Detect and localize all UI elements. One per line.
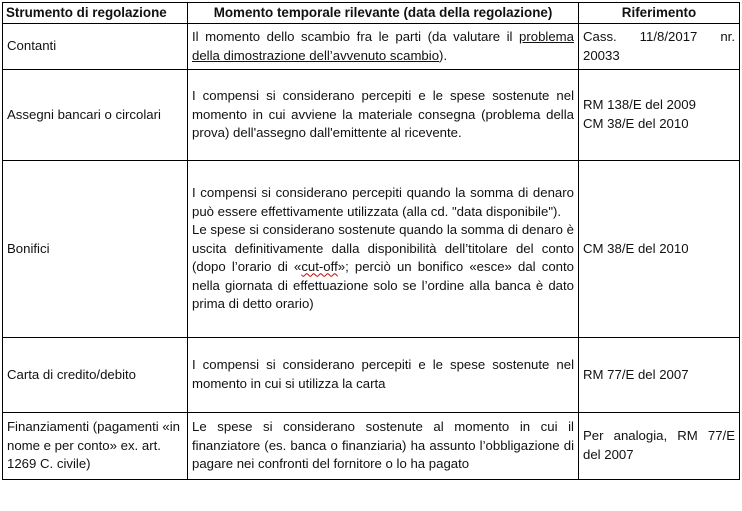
header-momento: Momento temporale rilevante (data della regolazione): [188, 3, 579, 24]
table-row: [3, 24, 740, 70]
cell-momento: I compensi si considerano percepiti e le spese sostenute nel momento in cui avviene la materiale consegna (problema della prova) dell'assegno dall'emittente al ricevente.: [188, 70, 579, 161]
cell-riferimento: [579, 24, 740, 70]
momento-paragraph: [192, 221, 574, 314]
cell-riferimento: [579, 413, 740, 480]
cell-momento: [188, 24, 579, 70]
table-row: [3, 338, 740, 413]
cell-strumento: Finanziamenti (pagamenti «in nome e per conto» ex. art. 1269 C. civile): [3, 413, 188, 480]
cell-riferimento: [579, 70, 740, 161]
table-row: [3, 413, 740, 480]
momento-text-end: ).: [439, 47, 448, 63]
riferimento-line: CM 38/E del 2010: [583, 240, 689, 256]
momento-text: Il momento dello scambio fra le parti (da valutare il: [192, 28, 520, 44]
momento-text: Le spese si considerano sostenute quando la somma di denaro è uscita definitivamente dalla disponibilità dell’titolare del conto (dopo l’orario di «: [192, 222, 574, 275]
header-row: [3, 3, 740, 24]
spellcheck-word: cut-off: [301, 259, 338, 275]
riferimento-line: RM 77/E del 2007: [583, 366, 689, 382]
table-row: [3, 70, 740, 161]
cell-strumento: Assegni bancari o circolari: [3, 70, 188, 161]
cell-momento: [188, 161, 579, 338]
cell-momento: I compensi si considerano percepiti e le spese sostenute nel momento in cui si utilizza la carta: [188, 338, 579, 413]
cell-riferimento: [579, 161, 740, 338]
momento-paragraph: I compensi si considerano percepiti quando la somma di denaro può essere effettivamente utilizzata (alla cd. "data disponibile").: [192, 184, 574, 219]
riferimento-line: Cass. 11/8/2017 nr. 20033: [583, 28, 735, 63]
cell-strumento: Carta di credito/debito: [3, 338, 188, 413]
cell-strumento: Contanti: [3, 24, 188, 70]
momento-text-end: »; perciò un bonifico «esce» dal conto nella giornata di effettuazione solo se l’ordine alla banca è dato prima di detto orario): [192, 259, 574, 312]
regulation-table: [2, 2, 740, 480]
cell-momento: Le spese si considerano sostenute al momento in cui il finanziatore (es. banca o finanziaria) ha assunto l’obbligazione di pagare nei confronti del fornitore o lo ha pagato: [188, 413, 579, 480]
header-riferimento: Riferimento: [579, 3, 740, 24]
header-strumento: Strumento di regolazione: [3, 3, 188, 24]
table-row: [3, 161, 740, 338]
cell-strumento: Bonifici: [3, 161, 188, 338]
cell-riferimento: [579, 338, 740, 413]
riferimento-line: Per analogia, RM 77/E del 2007: [583, 428, 735, 462]
riferimento-line: CM 38/E del 2010: [583, 116, 689, 131]
momento-underlined-text: problema della dimostrazione dell’avvenuto scambio: [192, 28, 574, 63]
riferimento-line: RM 138/E del 2009: [583, 97, 696, 113]
